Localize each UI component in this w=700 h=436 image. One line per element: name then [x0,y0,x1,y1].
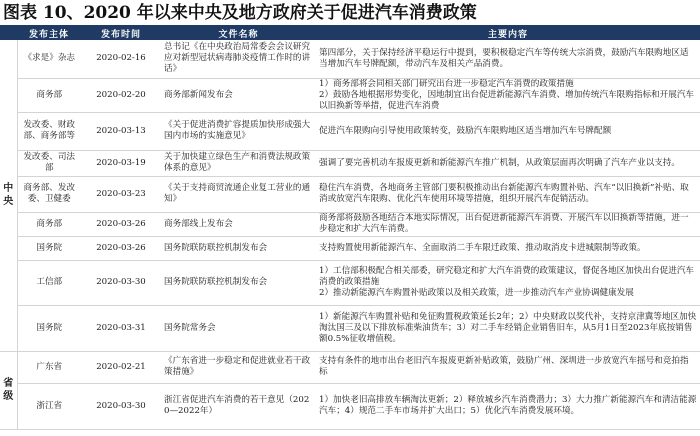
content-text: 强调了要完善机动车报废更新和新能源汽车推广机制，从政策层面再次明确了汽车产业以支持。 [319,157,680,168]
cell-document: 商务部线上发布会 [161,212,316,236]
content-text: 稳住汽车消费，各地商务主管部门要积极推动出台新能源汽车购置补贴、汽车“以旧换新”补贴、取消或放宽汽车限购、优化汽车使用环境等措施，组织开展汽车促销活动。 [319,183,689,204]
cell-content [316,40,700,78]
cell-content [316,212,700,236]
cell-agency: 《求是》杂志 [17,40,81,78]
header-agency: 发布主体 [17,27,81,40]
table-body [0,40,700,429]
cell-document: 国务院联防联控机制发布会 [161,236,316,260]
cell-date: 2020-03-30 [81,383,161,429]
table-row [0,78,700,112]
cell-date: 2020-02-16 [81,40,161,78]
content-text: 1）商务部将会同相关部门研究出台进一步稳定汽车消费的政策措施 2）鼓励各地根据形势变化，因地制宜出台促进新能源汽车消费、增加传统汽车限购指标和开展汽车以旧换新等举措，促进汽车消费 [319,78,695,111]
table-row [0,112,700,150]
cell-agency: 工信部 [17,260,81,305]
cell-content [316,305,700,351]
cell-document: 浙江省促进汽车消费的若干意见（2020—2022年） [161,383,316,429]
table-row [0,150,700,176]
cell-content [316,150,700,176]
cell-agency: 商务部 [17,78,81,112]
content-text: 促进汽车限购向引导使用政策转变，鼓励汽车限购地区适当增加汽车号牌配额 [319,125,612,136]
cell-content [316,351,700,383]
header-row [0,27,700,40]
section-central [0,40,17,351]
cell-agency: 国务院 [17,305,81,351]
content-text: 支持有条件的地市出台老旧汽车报废更新补贴政策，鼓励广州、深圳进一步放宽汽车摇号和竞拍指标 [319,356,689,377]
table-row [0,40,700,78]
cell-agency: 商务部 [17,212,81,236]
cell-date: 2020-03-30 [81,260,161,305]
table-row [0,351,700,383]
cell-document: 国务院常务会 [161,305,316,351]
header-content: 主要内容 [316,27,700,40]
content-text: 支持购置使用新能源汽车、全面取消二手车限迁政策、推动取消皮卡进城限制等政策。 [319,242,646,253]
cell-date: 2020-02-20 [81,78,161,112]
cell-content [316,260,700,305]
content-text: 商务部将鼓励各地结合本地实际情况，出台促进新能源汽车消费、开展汽车以旧换新等措施，进一步稳定和扩大汽车消费。 [319,213,689,234]
cell-agency: 广东省 [17,351,81,383]
table-row [0,212,700,236]
cell-date: 2020-03-26 [81,236,161,260]
section-label: 省 级 [3,378,14,402]
content-text: 1）工信部积极配合相关部委，研究稳定和扩大汽车消费的政策建议，督促各地区加快出台促进汽车消费的政策措施 2）推动新能源汽车购置补贴政策以及相关政策，进一步推动汽车产业协调健康发展 [319,266,695,298]
cell-content [316,78,700,112]
cell-agency: 浙江省 [17,383,81,429]
cell-document: 国务院联防联控机制发布会 [161,260,316,305]
cell-agency: 国务院 [17,236,81,260]
cell-date: 2020-03-23 [81,176,161,212]
cell-agency: 发改委、司法部 [17,150,81,176]
cell-date: 2020-03-31 [81,305,161,351]
cell-document: 关于加快建立绿色生产和消费法规政策体系的意见》 [161,150,316,176]
content-text: 第四部分，关于保持经济平稳运行中提到，要积极稳定汽车等传统大宗消费，鼓励汽车限购地区适当增加汽车号牌配额，带动汽车及相关产品消费。 [319,47,689,69]
cell-content [316,112,700,150]
table-row [0,383,700,429]
cell-date: 2020-02-21 [81,351,161,383]
policy-table [0,27,700,430]
table-row [0,176,700,212]
table-row [0,305,700,351]
header-document: 文件名称 [161,27,316,40]
cell-document: 总书记《在中央政治局常委会会议研究应对新型冠状病毒肺炎疫情工作时的讲话》 [161,40,316,78]
content-text: 1）加快老旧高排放车辆淘汰更新；2）释放城乡汽车消费潜力；3）大力推广新能源汽车和清洁能源汽车；4）规范二手车市场并扩大出口；5）优化汽车消费发展环境。 [319,395,697,416]
cell-document: 《关于支持商贸流通企业复工营业的通知》 [161,176,316,212]
cell-date: 2020-03-13 [81,112,161,150]
cell-content [316,176,700,212]
figure-title: 图表 10、2020 年以来中央及地方政府关于促进汽车消费政策 [0,0,700,27]
section-label: 中 央 [3,183,14,208]
section-provincial [0,351,17,429]
table-row [0,260,700,305]
cell-content [316,236,700,260]
table-row [0,236,700,260]
cell-document: 《广东省进一步稳定和促进就业若干政策措施》 [161,351,316,383]
content-text: 1）新能源汽车购置补贴和免征购置税政策延长2年；2）中央财政以奖代补，支持京津冀等地区加快淘汰国三及以下排放标准柴油货车；3）对二手车经销企业销售旧车，从5月1日至2023年底按销售额0.5%征收增值税。 [319,311,697,344]
cell-document: 商务部新闻发布会 [161,78,316,112]
header-section [0,27,17,40]
cell-content [316,383,700,429]
cell-document: 《关于促进消费扩容提质加快形成强大国内市场的实施意见》 [161,112,316,150]
header-date: 发布时间 [81,27,161,40]
cell-agency: 发改委、财政部、商务部等 [17,112,81,150]
cell-date: 2020-03-19 [81,150,161,176]
cell-agency: 商务部、发改委、卫健委 [17,176,81,212]
cell-date: 2020-03-26 [81,212,161,236]
